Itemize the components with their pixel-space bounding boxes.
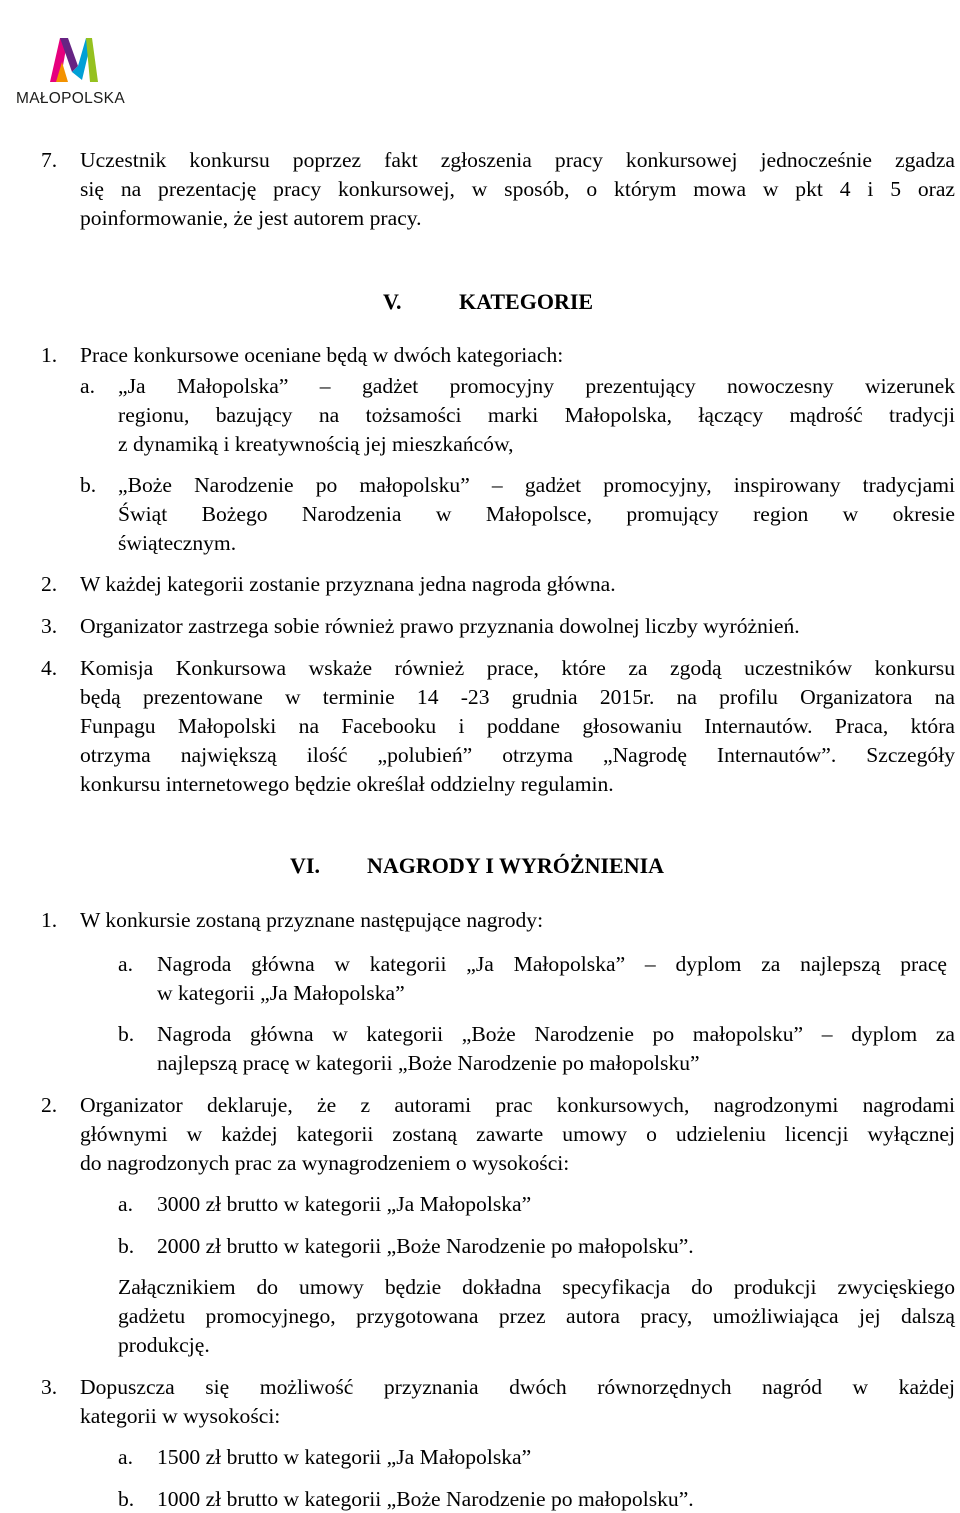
v-item-2-number: 2. <box>41 572 58 596</box>
vi-item-1-text: W konkursie zostaną przyznane następujące nagrody: <box>80 908 544 932</box>
v-item-b-line-3: świątecznym. <box>118 531 237 555</box>
v-item-b-line-2: Świąt Bożego Narodzenia w Małopolsce, promujący region w okresie <box>118 502 955 526</box>
item-7-number: 7. <box>41 148 58 172</box>
logo-text: MAŁOPOLSKA <box>16 90 125 107</box>
v-item-4-line-2: będą prezentowane w terminie 14 -23 grudnia 2015r. na profilu Organizatora na <box>80 685 955 709</box>
item-7-line-1: Uczestnik konkursu poprzez fakt zgłoszenia pracy konkursowej jednocześnie zgadza <box>80 148 955 172</box>
v-item-a-line-2: regionu, bazujący na tożsamości marki Małopolska, łączący mądrość tradycji <box>118 403 955 427</box>
v-item-a-number: a. <box>80 374 95 398</box>
vi-item-1a-line-1: Nagroda główna w kategorii „Ja Małopolska” – dyplom za najlepszą pracę <box>157 952 947 976</box>
section-vi-number: VI. <box>290 853 320 878</box>
v-item-4-line-3: Funpagu Małopolski na Facebooku i poddane głosowaniu Internautów. Praca, która <box>80 714 955 738</box>
vi-item-2b-number: b. <box>118 1234 135 1258</box>
vi-item-2-note-line-3: produkcję. <box>118 1333 210 1357</box>
vi-item-2-note-line-2: gadżetu promocyjnego, przygotowana przez autora pracy, umożliwiająca jej dalszą <box>118 1304 955 1328</box>
vi-item-3-line-1: Dopuszcza się możliwość przyznania dwóch równorzędnych nagród w każdej <box>80 1375 955 1399</box>
vi-item-3a-number: a. <box>118 1445 133 1469</box>
vi-item-2-line-3: do nagrodzonych prac za wynagrodzeniem o wysokości: <box>80 1151 570 1175</box>
v-item-b-line-1: „Boże Narodzenie po małopolsku” – gadżet promocyjny, inspirowany tradycjami <box>118 473 955 497</box>
vi-item-2-number: 2. <box>41 1093 58 1117</box>
vi-item-1b-line-1: Nagroda główna w kategorii „Boże Narodzenie po małopolsku” – dyplom za <box>157 1022 955 1046</box>
vi-item-3b-text: 1000 zł brutto w kategorii „Boże Narodzenie po małopolsku”. <box>157 1487 694 1511</box>
vi-item-2a-text: 3000 zł brutto w kategorii „Ja Małopolska” <box>157 1192 532 1216</box>
section-v-title: KATEGORIE <box>459 289 594 314</box>
vi-item-2-note-line-1: Załącznikiem do umowy będzie dokładna specyfikacja do produkcji zwycięskiego <box>118 1275 955 1299</box>
section-vi-title: NAGRODY I WYRÓŻNIENIA <box>367 853 665 878</box>
v-item-4-line-5: konkursu internetowego będzie określał oddzielny regulamin. <box>80 772 614 796</box>
v-item-4-number: 4. <box>41 656 58 680</box>
vi-item-3-line-2: kategorii w wysokości: <box>80 1404 281 1428</box>
v-item-1-text: Prace konkursowe oceniane będą w dwóch kategoriach: <box>80 343 564 367</box>
vi-item-3-number: 3. <box>41 1375 58 1399</box>
v-item-b-number: b. <box>80 473 97 497</box>
v-item-a-line-3: z dynamiką i kreatywnością jej mieszkańców, <box>118 432 514 456</box>
vi-item-1a-number: a. <box>118 952 133 976</box>
v-item-2-text: W każdej kategorii zostanie przyznana jedna nagroda główna. <box>80 572 616 596</box>
vi-item-1a-line-2: w kategorii „Ja Małopolska” <box>157 981 405 1005</box>
malopolska-logo <box>14 32 134 112</box>
vi-item-3a-text: 1500 zł brutto w kategorii „Ja Małopolska” <box>157 1445 532 1469</box>
vi-item-3b-number: b. <box>118 1487 135 1511</box>
malopolska-logo-mark-icon <box>48 32 100 84</box>
v-item-3-number: 3. <box>41 614 58 638</box>
vi-item-2b-text: 2000 zł brutto w kategorii „Boże Narodzenie po małopolsku”. <box>157 1234 694 1258</box>
item-7-line-3: poinformowanie, że jest autorem pracy. <box>80 206 422 230</box>
vi-item-2a-number: a. <box>118 1192 133 1216</box>
item-7-line-2: się na prezentację pracy konkursowej, w sposób, o którym mowa w pkt 4 i 5 oraz <box>80 177 955 201</box>
v-item-3-text: Organizator zastrzega sobie również prawo przyznania dowolnej liczby wyróżnień. <box>80 614 800 638</box>
v-item-a-line-1: „Ja Małopolska” – gadżet promocyjny prezentujący nowoczesny wizerunek <box>118 374 955 398</box>
section-v-number: V. <box>383 289 402 314</box>
v-item-4-line-1: Komisja Konkursowa wskaże również prace, które za zgodą uczestników konkursu <box>80 656 955 680</box>
v-item-1-number: 1. <box>41 343 58 367</box>
v-item-4-line-4: otrzyma największą ilość „polubień” otrzyma „Nagrodę Internautów”. Szczegóły <box>80 743 955 767</box>
vi-item-2-line-1: Organizator deklaruje, że z autorami prac konkursowych, nagrodzonymi nagrodami <box>80 1093 955 1117</box>
vi-item-2-line-2: głównymi w każdej kategorii zostaną zawarte umowy o udzieleniu licencji wyłącznej <box>80 1122 955 1146</box>
vi-item-1-number: 1. <box>41 908 58 932</box>
vi-item-1b-line-2: najlepszą pracę w kategorii „Boże Narodzenie po małopolsku” <box>157 1051 700 1075</box>
vi-item-1b-number: b. <box>118 1022 135 1046</box>
